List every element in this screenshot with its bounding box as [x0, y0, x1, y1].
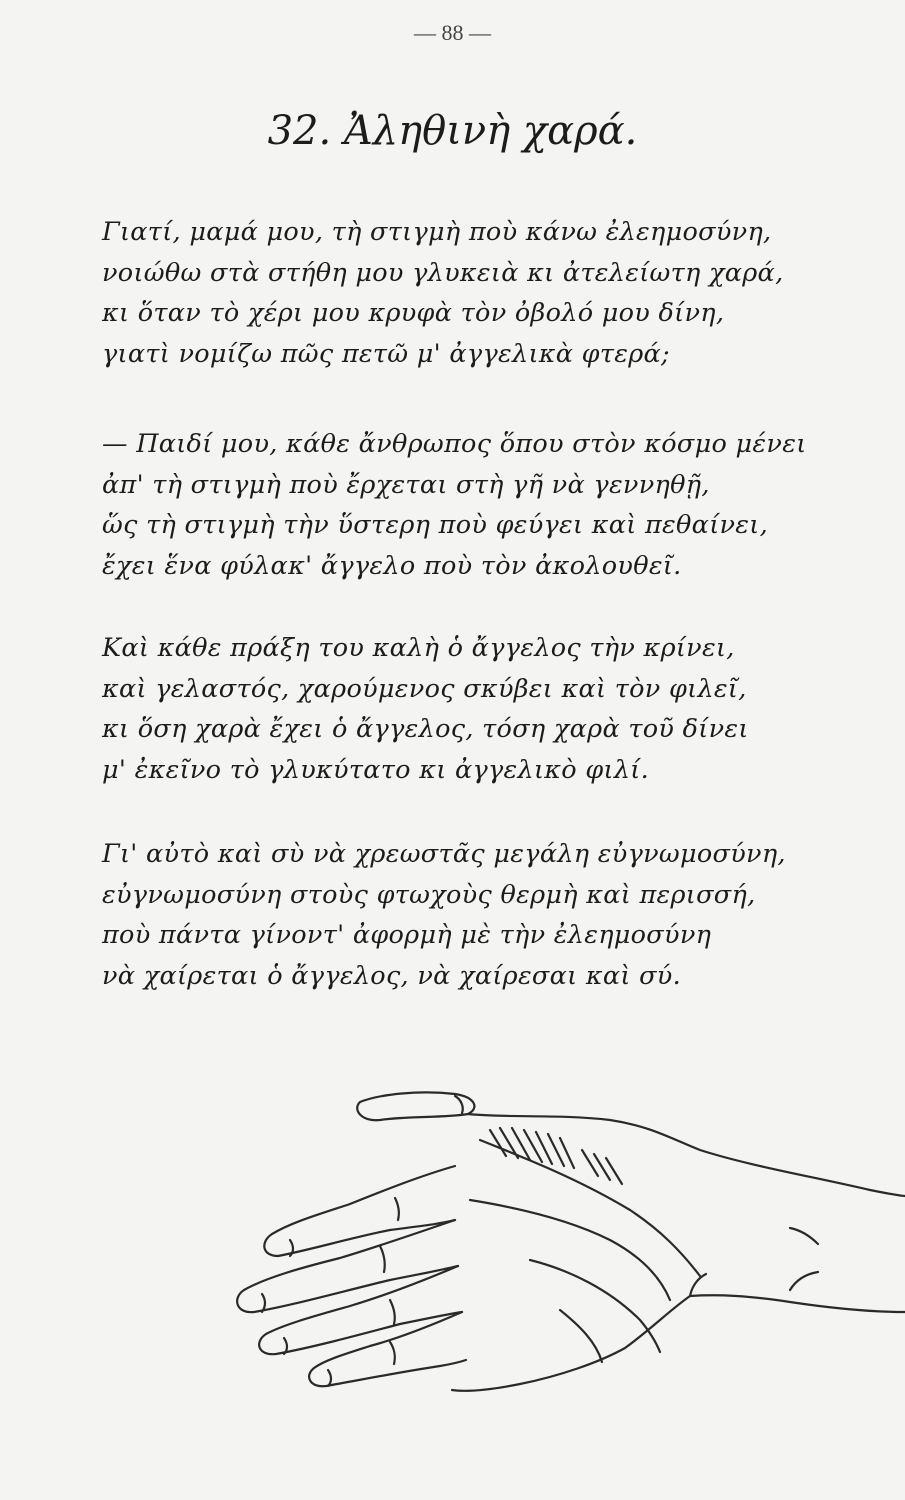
- stanza-3: [102, 628, 842, 790]
- poem-line: Καὶ κάθε πράξη του καλὴ ὁ ἄγγελος τὴν κρίνει,: [102, 633, 735, 663]
- stanza-1: [102, 212, 842, 374]
- poem-line: μ' ἐκεῖνο τὸ γλυκύτατο κι ἀγγελικὸ φιλί.: [102, 754, 649, 785]
- open-hand-drawing-icon: [230, 1080, 905, 1400]
- poem-line: Γι' αὐτὸ καὶ σὺ νὰ χρεωστᾶς μεγάλη εὐγνωμοσύνη,: [102, 839, 786, 869]
- poem-line: ὥς τὴ στιγμὴ τὴν ὕστερη ποὺ φεύγει καὶ πεθαίνει,: [102, 510, 768, 540]
- poem-line: ἀπ' τὴ στιγμὴ ποὺ ἔρχεται στὴ γῆ νὰ γεννηθῇ,: [102, 469, 710, 500]
- stanza-4: [102, 834, 842, 996]
- poem-line: νὰ χαίρεται ὁ ἄγγελος, νὰ χαίρεσαι καὶ σύ.: [102, 960, 682, 991]
- page-number: — 88 —: [414, 20, 491, 45]
- poem-line: γιατὶ νομίζω πῶς πετῶ μ' ἀγγελικὰ φτερά;: [102, 338, 670, 369]
- poem-line: — Παιδί μου, κάθε ἄνθρωπος ὅπου στὸν κόσμο μένει: [102, 429, 807, 459]
- poem-line: Γιατί, μαμά μου, τὴ στιγμὴ ποὺ κάνω ἐλεημοσύνη,: [102, 217, 772, 247]
- poem-line: ποὺ πάντα γίνοντ' ἀφορμὴ μὲ τὴν ἐλεημοσύνη: [102, 920, 712, 950]
- poem-line: νοιώθω στὰ στήθη μου γλυκειὰ κι ἀτελείωτη χαρά,: [102, 257, 784, 288]
- poem-title: 32. Ἀληθινὴ χαρά.: [267, 108, 638, 154]
- poem-line: εὐγνωμοσύνη στοὺς φτωχοὺς θερμὴ καὶ περισσή,: [102, 879, 756, 910]
- poem-line: ἔχει ἕνα φύλακ' ἄγγελο ποὺ τὸν ἀκολουθεῖ.: [102, 550, 682, 581]
- poem-line: κι ὅση χαρὰ ἔχει ὁ ἄγγελος, τόση χαρὰ τοῦ δίνει: [102, 714, 749, 744]
- poem-line: κι ὅταν τὸ χέρι μου κρυφὰ τὸν ὀβολό μου δίνη,: [102, 298, 725, 328]
- stanza-2: [102, 424, 842, 586]
- poem-line: καὶ γελαστός, χαρούμενος σκύβει καὶ τὸν φιλεῖ,: [102, 673, 747, 704]
